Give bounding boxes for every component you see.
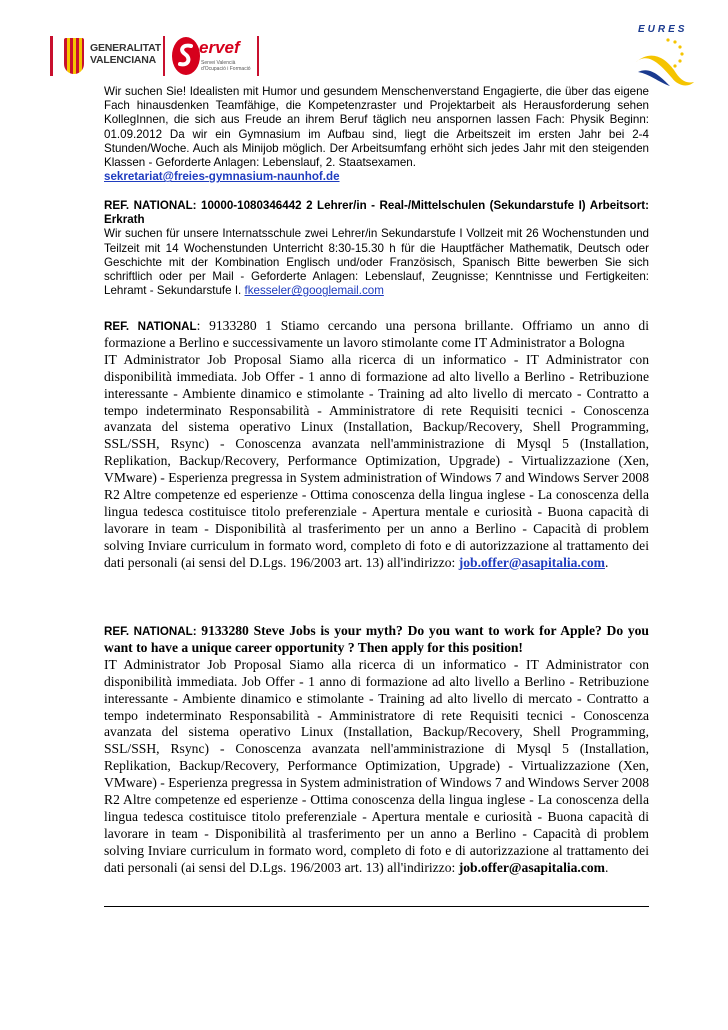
shield-icon bbox=[64, 38, 84, 74]
servef-subtitle: Servei Valencià d'Ocupació i Formació bbox=[201, 60, 251, 72]
logo-line-1: GENERALITAT bbox=[90, 42, 161, 54]
logo-line-2: VALENCIANA bbox=[90, 54, 157, 66]
listing-intro: : 9133280 1 Stiamo cercando una persona brillante. Offriamo un anno di formazione a Berlino e successivamente un lavoro stimolante come IT Administrator a Bologna bbox=[104, 318, 649, 350]
logo-divider bbox=[163, 36, 165, 76]
sentence-end: . bbox=[604, 859, 609, 875]
email-text: job.offer@asapitalia.com bbox=[458, 859, 605, 875]
email-link[interactable]: sekretariat@freies-gymnasium-naunhof.de bbox=[104, 170, 340, 184]
listing-description: IT Administrator Job Proposal Siamo alla ricerca di un informatico - IT Administrator con disponibilità immediata. Job Offer - 1 anno di formazione ad alto livello a Berlino - Retribuzione interessante - Ambiente dinamico e stimolante - Training ad alto livello di mercato - Contratto a tempo indeterminato Responsabilità - Amministratore di rete Requisiti tecnici - Conoscenza avanzata del sistema operativo Linux (Installation, Backup/Recovery, Shell Programming, SSL/SSH, Rsync) - Conoscenza avanzata nell'amministrazione di Mysql 5 (Installation, Replikation, Backup/Recovery, Performance Optimization, Upgrade) - Virtualizzazione (Xen, VMware) - Esperienza pregressa in System administration of Windows 7 and Windows Server 2008 R2 Altre competenze ed esperienze - Ottima conoscenza della lingua inglese - La conoscenza della lingua tedesca costituisce titolo preferenziale - Apertura mentale e curiosità - Buona capacità di lavorare in team - Disponibilità al trasferimento per un anno a Berlino - Capacità di problem solving Inviare curriculum in formato word, completo di foto e di autorizzazione al trattamento dei dati personali (ai sensi del D.Lgs. 196/2003 art. 13) all'indirizzo: bbox=[104, 351, 649, 570]
email-link[interactable]: fkesseler@googlemail.com bbox=[244, 284, 384, 298]
job-listing-1 bbox=[104, 85, 649, 184]
servef-wordmark: ervef bbox=[199, 38, 240, 57]
job-listing-2 bbox=[104, 199, 649, 298]
horizontal-rule bbox=[104, 906, 649, 907]
sentence-end: . bbox=[604, 554, 609, 570]
listing-heading: 9133280 Steve Jobs is your myth? Do you want to work for Apple? Do you want to have a unique career opportunity ? Then apply for this position! bbox=[104, 623, 649, 655]
listing-description: Wir suchen für unsere Internatsschule zwei Lehrer/in Sekundarstufe I Vollzeit mit 26 Wochenstunden und Teilzeit mit 14 Wochenstunden Unterricht 8:30-15.30 h für die Hauptfächer Mathematik, Deutsch oder Geschichte mit der Kombination Englisch und/oder Französisch, Spanisch Bitte bewerben Sie sich schriftlich oder per Mail - Geforderte Anlagen: Lebenslauf, Zeugnisse; Kenntnisse und Fertigkeiten: Lehramt - Sekundarstufe I. bbox=[104, 227, 649, 298]
eures-wordmark: EURES bbox=[638, 24, 688, 35]
job-listing-4 bbox=[104, 623, 649, 877]
servef-s-icon bbox=[171, 36, 201, 76]
ref-label: REF. NATIONAL bbox=[104, 320, 197, 333]
logo-text bbox=[90, 42, 161, 66]
ref-label: REF. NATIONAL: bbox=[104, 625, 197, 638]
listing-description: IT Administrator Job Proposal Siamo alla ricerca di un informatico - IT Administrator con disponibilità immediata. Job Offer - 1 anno di formazione ad alto livello a Berlino - Retribuzione interessante - Ambiente dinamico e stimolante - Training ad alto livello di mercato - Contratto a tempo indeterminato Responsabilità - Amministratore di rete Requisiti tecnici - Conoscenza avanzata del sistema operativo Linux (Installation, Backup/Recovery, Shell Programming, SSL/SSH, Rsync) - Conoscenza avanzata nell'amministrazione di Mysql 5 (Installation, Replikation, Backup/Recovery, Performance Optimization, Upgrade) - Virtualizzazione (Xen, VMware) - Esperienza pregressa in System administration of Windows 7 and Windows Server 2008 R2 Altre competenze ed esperienze - Ottima conoscenza della lingua inglese - La conoscenza della lingua tedesca costituisce titolo preferenziale - Apertura mentale e curiosità - Buona capacità di lavorare in team - Disponibilità al trasferimento per un anno a Berlino - Capacità di problem solving Inviare curriculum in formato word, completo di foto e di autorizzazione al trattamento dei dati personali (ai sensi del D.Lgs. 196/2003 art. 13) all'indirizzo: bbox=[104, 656, 649, 875]
eures-logo bbox=[628, 22, 698, 92]
logo-bracket bbox=[50, 36, 65, 76]
eures-emblem-icon bbox=[628, 22, 698, 92]
logo-divider bbox=[257, 36, 259, 76]
email-link[interactable]: job.offer@asapitalia.com bbox=[458, 554, 605, 570]
servef-logo bbox=[163, 32, 258, 82]
page-header bbox=[0, 22, 728, 92]
listing-heading: REF. NATIONAL: 10000-1080346442 2 Lehrer/in - Real-/Mittelschulen (Sekundarstufe I) Arbeitsort: Erkrath bbox=[104, 199, 649, 227]
job-listing-3 bbox=[104, 318, 649, 572]
generalitat-valenciana-logo bbox=[50, 36, 160, 80]
listing-description: Wir suchen Sie! Idealisten mit Humor und gesundem Menschenverstand Engagierte, die über das eigene Fach hinausdenken Teamfähige, die Kompetenzraster und Projektarbeit als Herausforderung sehen KollegInnen, die sich aus Freude an ihrem Beruf täglich neu anspornen lassen Fach: Physik Beginn: 01.09.2012 Da wir ein Gymnasium im Aufbau sind, liegt die Arbeitszeit im ersten Jahr bei 2-4 Stunden/Woche. Auch als Minijob möglich. Der Arbeitsumfang erhöht sich jedes Jahr mit den steigenden Klassen - Geforderte Anlagen: Lebenslauf, 2. Staatsexamen. bbox=[104, 85, 649, 170]
